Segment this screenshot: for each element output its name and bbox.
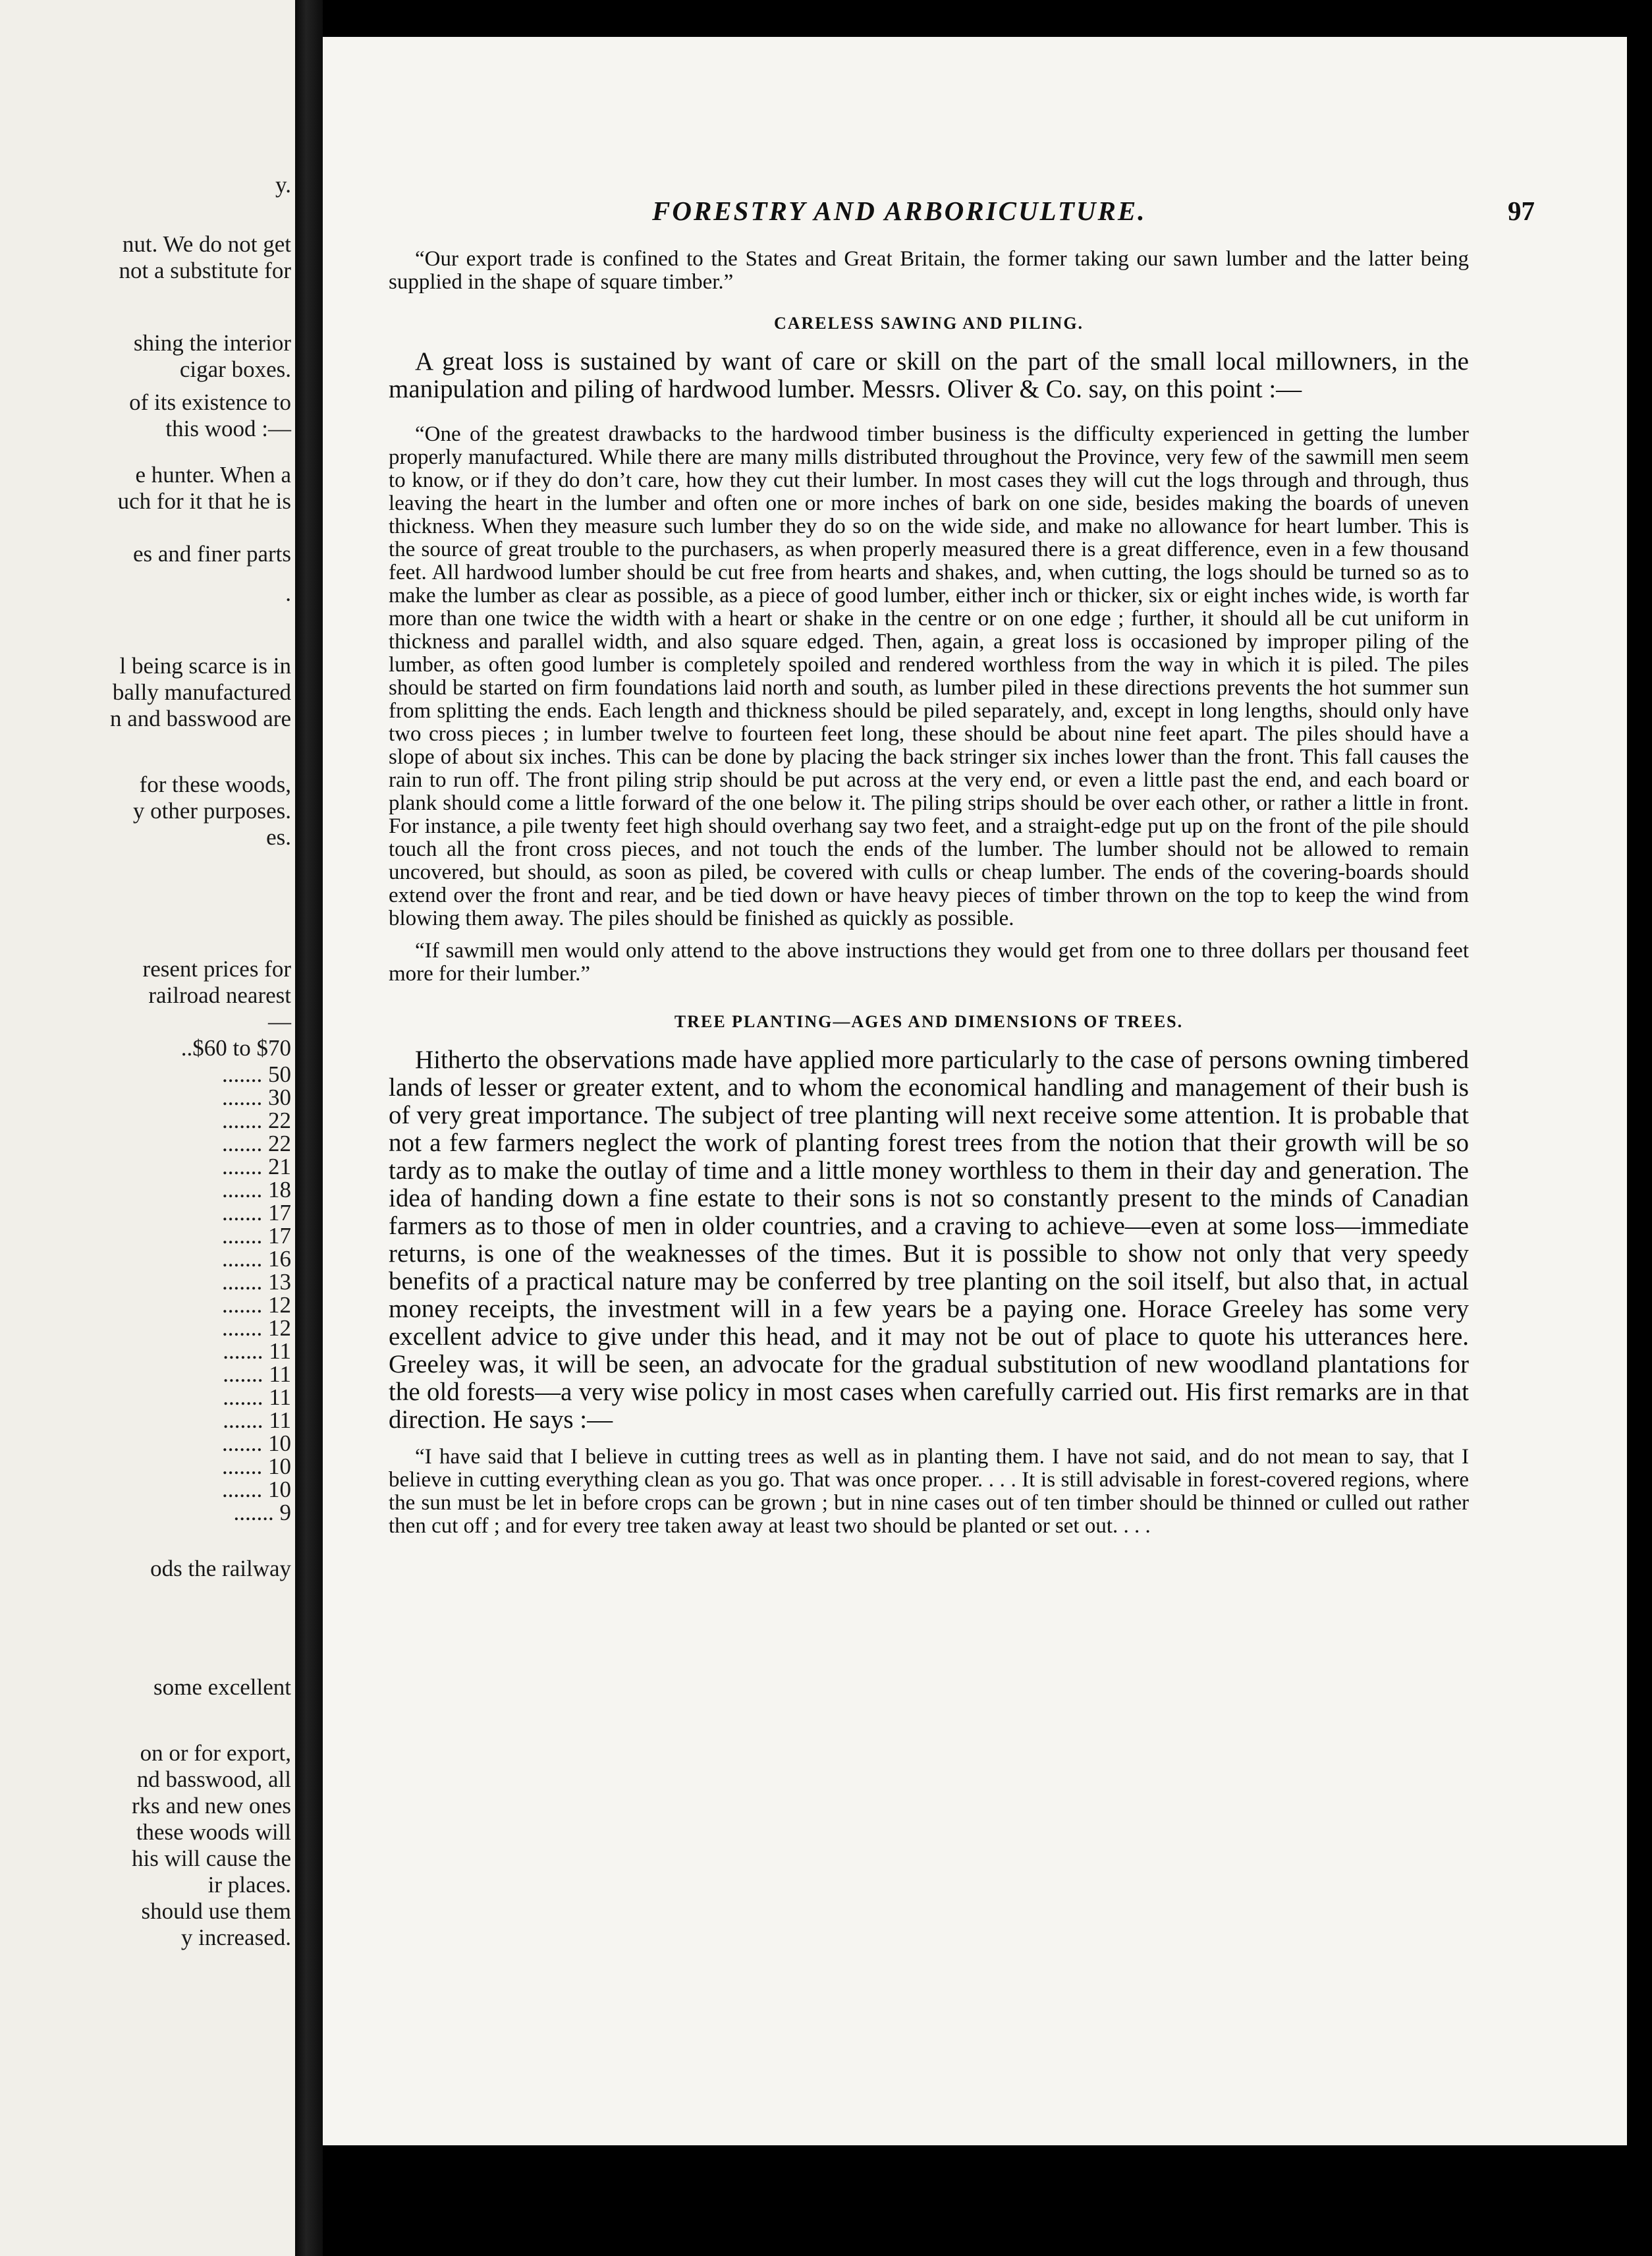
facing-page-fragment <box>0 0 295 2256</box>
facing-page-line: nd basswood, all <box>136 1766 291 1792</box>
facing-page-line: should use them <box>141 1898 291 1924</box>
facing-page-line: . <box>285 580 291 606</box>
facing-page-line: ....... 16 <box>222 1246 291 1272</box>
section-heading-sawing: CARELESS SAWING AND PILING. <box>773 314 1084 333</box>
facing-page-line: ....... 12 <box>222 1315 291 1341</box>
page-number: 97 <box>1508 196 1535 226</box>
facing-page-line: ....... 30 <box>222 1085 291 1110</box>
facing-page-line: his will cause the <box>131 1846 291 1871</box>
running-title: FORESTRY AND ARBORICULTURE. <box>652 196 1147 226</box>
facing-page-line: ....... 9 <box>233 1500 291 1525</box>
facing-page-line: bally manufactured <box>112 679 291 705</box>
export-quote: “Our export trade is confined to the States and Great Britain, the former taking our sawn lumber and the latter being supplied in the shape of square timber.” <box>389 248 1469 294</box>
facing-page-line: ....... 10 <box>222 1477 291 1502</box>
facing-page-line: ....... 10 <box>222 1453 291 1479</box>
running-head <box>428 195 1535 235</box>
facing-page-line: some excellent <box>153 1674 291 1700</box>
book-gutter <box>295 0 323 2256</box>
facing-page-line: ....... 18 <box>222 1177 291 1202</box>
facing-page-line: nut. We do not get <box>122 231 291 257</box>
facing-page-line: — <box>268 1009 291 1034</box>
facing-page-line: n and basswood are <box>109 706 291 731</box>
facing-page-line: ....... 17 <box>222 1200 291 1226</box>
paragraph-loss: A great loss is sustained by want of care or skill on the part of the small local millowners, in the manipulation and piling of hardwood lumber. Messrs. Oliver & Co. say, on this point :— <box>389 347 1469 403</box>
paragraph-hitherto: Hitherto the observations made have applied more particularly to the case of persons owning timbered lands of lesser or greater extent, and to whom the economical handling and management of their bush is of very great importance. The subject of tree planting will next receive some attention. It is probable that not a few farmers neglect the work of planting forest trees from the notion that their growth will be so tardy as to make the outlay of time and a little money worthless to them in their day and generation. The idea of handing down a fine estate to their sons is not so constantly present to the minds of Canadian farmers as to those of men in older countries, and a craving to achieve—even at some loss—immediate returns, is one of the weaknesses of the times. But it is possible to show not only that very speedy benefits of a practical nature may be conferred by tree planting on the soil itself, but also that, in actual money receipts, the investment will in a few years be a paying one. Horace Greeley has some very excellent advice to give under this head, and it may not be out of place to quote his utterances here. Greeley was, it will be seen, an advocate for the gradual substitution of new woodland plantations for the old forests—a very wise policy in most cases when carefully carried out. His first remarks are in that direction. He says :— <box>389 1046 1469 1434</box>
facing-page-line: ....... 11 <box>223 1361 291 1387</box>
facing-page-line: these woods will <box>136 1819 291 1845</box>
facing-page-line: on or for export, <box>140 1740 291 1766</box>
facing-page-line: ....... 13 <box>222 1269 291 1295</box>
facing-page-line: ..$60 to $70 <box>180 1035 291 1061</box>
facing-page-line: of its existence to <box>129 389 291 415</box>
sawmill-quote: “If sawmill men would only attend to the above instructions they would get from one to three dollars per thousand feet more for their lumber.” <box>389 939 1469 986</box>
facing-page-line: for these woods, <box>139 772 291 797</box>
facing-page-line: es and finer parts <box>132 541 291 567</box>
facing-page-line: ....... 12 <box>222 1292 291 1318</box>
facing-page-line: ....... 50 <box>222 1061 291 1087</box>
facing-page-line: shing the interior <box>133 330 291 356</box>
section-heading-planting: TREE PLANTING—AGES AND DIMENSIONS OF TREES. <box>674 1012 1184 1031</box>
greeley-quote: “I have said that I believe in cutting trees as well as in planting them. I have not said, and do not mean to say, that I believe in cutting everything clean as you go. That was once proper. . . . It is still advisable in forest-covered regions, where the sun must be let in before crops can be grown ; but in nine cases out of ten timber should be thinned or culled out rather then cut off ; and for every tree taken away at least two should be planted or set out. . . . <box>389 1445 1469 1538</box>
facing-page-line: ....... 11 <box>223 1384 291 1410</box>
facing-page-line: ....... 22 <box>222 1131 291 1156</box>
facing-page-line: ir places. <box>207 1872 291 1898</box>
facing-page-line: ods the railway <box>150 1556 291 1581</box>
facing-page-line: not a substitute for <box>119 258 291 283</box>
page-body <box>389 248 1469 2093</box>
facing-page-line: uch for it that he is <box>117 488 291 514</box>
book-page <box>323 37 1627 2145</box>
facing-page-line: rks and new ones <box>131 1793 291 1819</box>
facing-page-line: es. <box>266 824 291 850</box>
facing-page-line: ....... 11 <box>223 1407 291 1433</box>
facing-page-line: ....... 17 <box>222 1223 291 1249</box>
facing-page-line: ....... 21 <box>222 1154 291 1179</box>
facing-page-line: y other purposes. <box>132 798 291 824</box>
facing-page-line: railroad nearest <box>148 982 291 1008</box>
facing-page-line: l being scarce is in <box>119 653 291 679</box>
facing-page-line: ....... 10 <box>222 1430 291 1456</box>
facing-page-line: resent prices for <box>142 956 291 982</box>
drawbacks-quote: “One of the greatest drawbacks to the hardwood timber business is the difficulty experienced in getting the lumber properly manufactured. While there are many mills distributed throughout the Province, very few of the sawmill men seem to know, or if they do don’t care, how they cut their lumber. In most cases they will cut the logs through and through, thus leaving the heart in the lumber and often one or more inches of bark on one side, besides making the boards of uneven thickness. When they measure such lumber they do so on the wide side, and make no allowance for heart lumber. This is the source of great trouble to the purchasers, as when properly measured there is a great difference, even in a few thousand feet. All hardwood lumber should be cut free from hearts and shakes, and, when cutting, the logs should be turned so as to make the lumber as clear as possible, as a piece of good lumber, either inch or thicker, six or eight inches wide, is worth far more than one twice the width with a heart or shake in the centre or on one edge ; further, it should all be cut uniform in thickness and parallel width, and also square edged. Then, again, a great loss is occasioned by improper piling of the lumber, as often good lumber is completely spoiled and rendered worthless from the way in which it is piled. The piles should be started on firm foundations laid north and south, as lumber piled in these directions prevents the hot summer sun from splitting the ends. Each length and thickness should be piled separately, and, except in long lengths, should only have two cross pieces ; in lumber twelve to fourteen feet long, these should be about nine feet apart. The piles should have a slope of about six inches. This can be done by placing the back stringer six inches lower than the front. This fall causes the rain to run off. The front piling strip should be put across at the very end, or even a little past the end, and each board or plank should come a little forward of the one below it. The piling strips should be over each other, or rather a little in front. For instance, a pile twenty feet high should overhang say two feet, and a straight-edge put up on the front of the pile should touch all the front cross pieces, and not touch the ends of the lumber. The lumber should not be allowed to remain uncovered, but should, as soon as piled, be covered with culls or cheap lumber. The ends of the covering-boards should extend over the front and rear, and be tied down or have heavy pieces of timber thrown on the top to keep the wind from blowing them away. The piles should be finished as quickly as possible. <box>389 422 1469 930</box>
facing-page-line: this wood :— <box>165 416 291 441</box>
facing-page-line: ....... 22 <box>222 1108 291 1133</box>
facing-page-line: ....... 11 <box>223 1338 291 1364</box>
facing-page-line: cigar boxes. <box>179 356 291 382</box>
facing-page-line: y. <box>275 172 291 198</box>
facing-page-line: y increased. <box>180 1925 291 1950</box>
facing-page-line: e hunter. When a <box>135 462 291 488</box>
